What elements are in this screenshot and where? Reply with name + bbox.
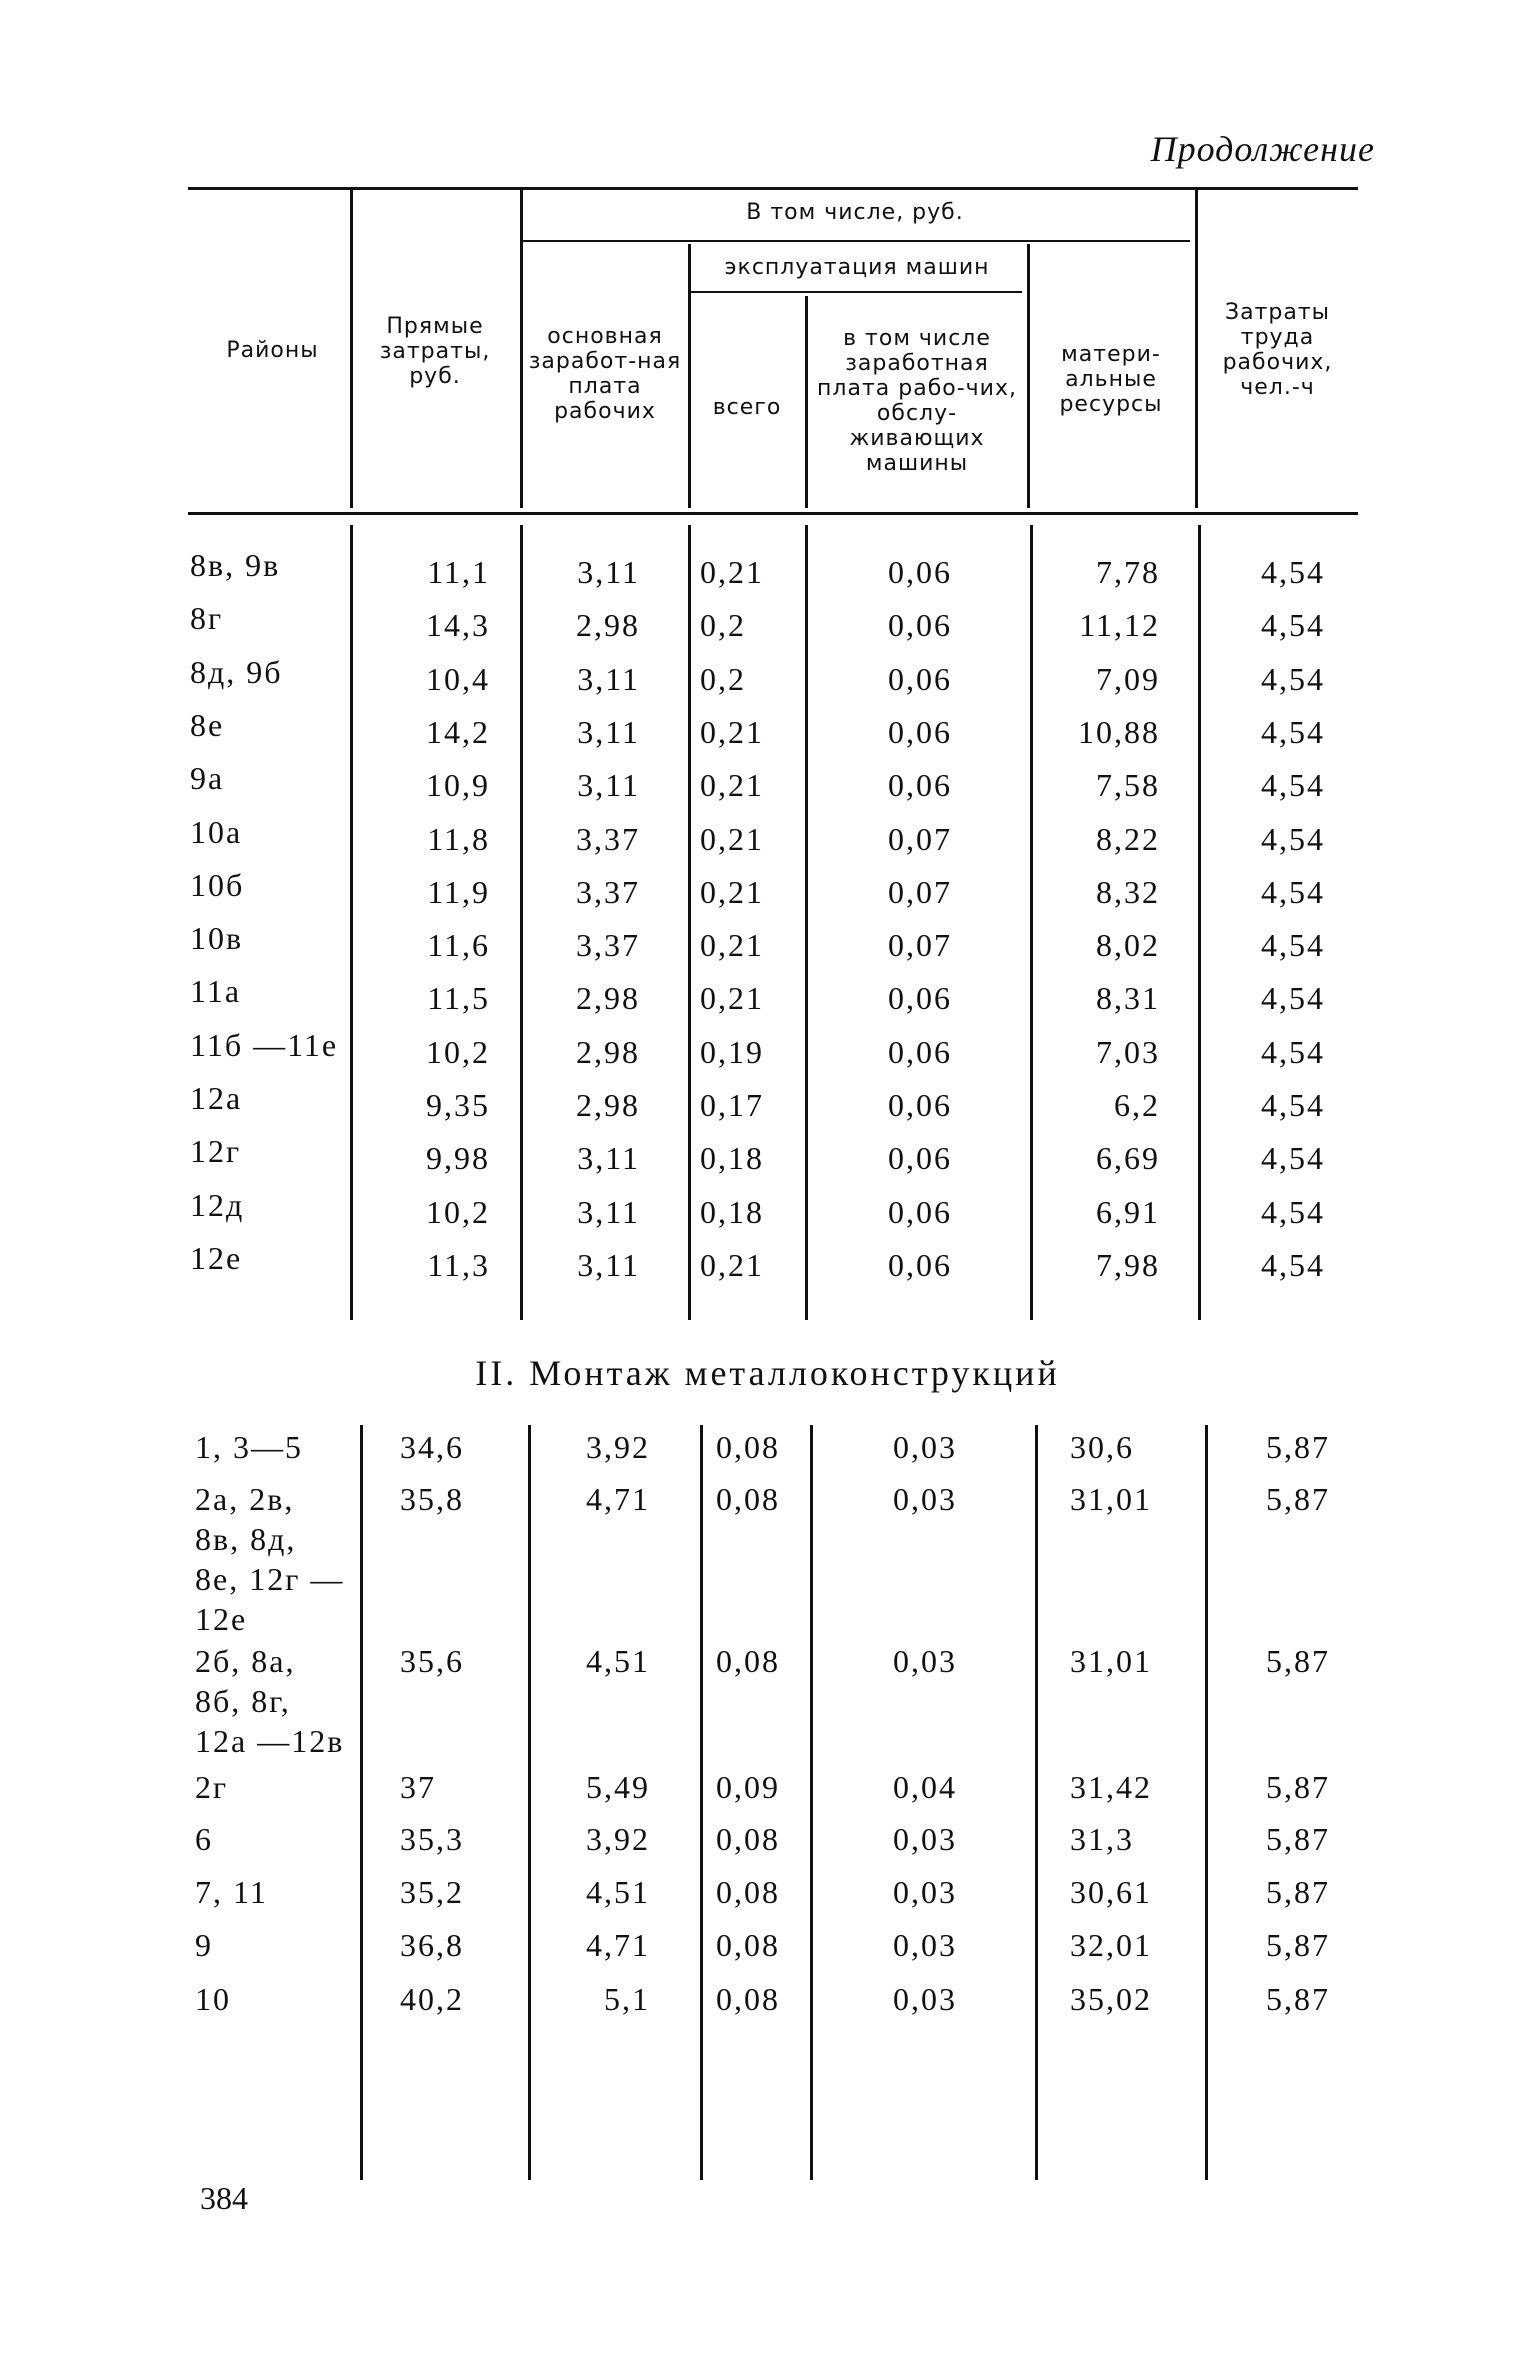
body-vline [810, 1425, 813, 2180]
header-materials: матери-альные ресурсы [1059, 342, 1163, 417]
cell-direct: 37 [400, 1769, 436, 1805]
cell-labor: 5,87 [1266, 1927, 1330, 1963]
cell-region: 10а [190, 813, 243, 850]
cell-labor: 4,54 [1261, 1087, 1325, 1123]
cell-region: 8д, 9б [190, 653, 283, 690]
cell-m_wage: 0,06 [888, 980, 952, 1017]
cell-direct: 14,3 [426, 607, 490, 644]
cell-m_total: 0,21 [700, 927, 764, 964]
cell-m_wage: 0,03 [893, 1481, 957, 1517]
cell-wage: 3,11 [577, 1140, 640, 1177]
cell-materials: 30,6 [1070, 1429, 1134, 1465]
cell-region: 8г [190, 600, 224, 637]
cell-direct: 10,9 [426, 767, 490, 804]
cell-wage: 3,11 [577, 767, 640, 804]
cell-m_wage: 0,03 [893, 1927, 957, 1963]
page-number: 384 [200, 2180, 248, 2216]
header-wage: основная заработ-ная плата рабочих [528, 324, 682, 424]
header-bottom-rule [188, 512, 1358, 515]
cell-m_total: 0,21 [700, 713, 764, 750]
cell-wage: 2,98 [576, 1033, 640, 1070]
header-vline [805, 296, 808, 508]
cell-wage: 3,11 [577, 660, 640, 697]
body-vline [520, 525, 523, 1320]
cell-direct: 35,8 [400, 1481, 464, 1517]
cell-materials: 6,91 [1096, 1193, 1160, 1230]
cell-direct: 34,6 [400, 1429, 464, 1465]
cell-direct: 11,1 [427, 554, 490, 590]
body-vline [528, 1425, 531, 2180]
cell-wage: 5,49 [586, 1769, 650, 1805]
cell-m_wage: 0,03 [893, 1643, 957, 1679]
cell-materials: 11,12 [1079, 607, 1160, 644]
cell-materials: 8,32 [1096, 873, 1160, 910]
body-vline [1198, 525, 1201, 1320]
cell-materials: 7,98 [1096, 1246, 1160, 1283]
cell-wage: 3,11 [577, 554, 640, 590]
cell-wage: 4,51 [586, 1874, 650, 1910]
cell-m_wage: 0,03 [893, 1429, 957, 1465]
cell-direct: 35,3 [400, 1821, 464, 1857]
cell-m_wage: 0,07 [888, 873, 952, 910]
cell-region: 9а [190, 760, 225, 797]
cell-region: 11б —11е [190, 1026, 339, 1063]
cell-m_total: 0,08 [716, 1429, 780, 1465]
cell-labor: 4,54 [1261, 767, 1325, 804]
cell-materials: 8,22 [1096, 820, 1160, 857]
cell-wage: 3,11 [577, 1246, 640, 1283]
cell-direct: 40,2 [400, 1981, 464, 2017]
cell-materials: 7,03 [1096, 1033, 1160, 1070]
cell-region: 2б, 8а, 8б, 8г, 12а —12в [195, 1643, 345, 1759]
cell-materials: 32,01 [1070, 1927, 1152, 1963]
header-direct-costs: Прямые затраты, руб. [379, 314, 491, 389]
cell-labor: 5,87 [1266, 1643, 1330, 1679]
cell-m_total: 0,21 [700, 554, 764, 590]
cell-labor: 5,87 [1266, 1481, 1330, 1517]
cell-region: 9 [195, 1927, 213, 1963]
cell-wage: 2,98 [576, 607, 640, 644]
cell-wage: 3,11 [577, 1193, 640, 1230]
cell-m_wage: 0,06 [888, 1193, 952, 1230]
section2-title: II. Монтаж металлоконструкций [475, 1353, 1060, 1393]
cell-materials: 6,2 [1114, 1087, 1160, 1123]
cell-region: 2а, 2в, 8в, 8д, 8е, 12г — 12е [195, 1481, 345, 1637]
cell-m_total: 0,08 [716, 1821, 780, 1857]
body-vline [1030, 525, 1033, 1320]
cell-m_wage: 0,06 [888, 713, 952, 750]
header-machines-total: всего [712, 395, 782, 420]
body-vline [805, 525, 808, 1320]
cell-region: 7, 11 [195, 1874, 268, 1910]
cell-region: 12д [190, 1186, 245, 1223]
cell-m_wage: 0,06 [888, 554, 952, 590]
cell-labor: 4,54 [1261, 1193, 1325, 1230]
header-machines-group: эксплуатация машин [724, 255, 990, 280]
cell-materials: 30,61 [1070, 1874, 1152, 1910]
cell-materials: 31,42 [1070, 1769, 1152, 1805]
cell-labor: 4,54 [1261, 980, 1325, 1017]
cell-labor: 4,54 [1261, 927, 1325, 964]
cell-region: 12г [190, 1133, 242, 1170]
group-machines-rule [690, 291, 1022, 293]
cell-materials: 6,69 [1096, 1140, 1160, 1177]
cell-m_wage: 0,03 [893, 1821, 957, 1857]
cell-wage: 4,71 [586, 1927, 650, 1963]
cell-labor: 5,87 [1266, 1981, 1330, 2017]
cell-region: 11а [190, 973, 242, 1010]
cell-direct: 36,8 [400, 1927, 464, 1963]
cell-m_wage: 0,03 [893, 1981, 957, 2017]
cell-direct: 35,6 [400, 1643, 464, 1679]
cell-m_total: 0,08 [716, 1481, 780, 1517]
cell-m_wage: 0,07 [888, 820, 952, 857]
cell-direct: 9,98 [426, 1140, 490, 1177]
cell-m_total: 0,17 [700, 1087, 764, 1123]
cell-labor: 4,54 [1261, 660, 1325, 697]
cell-direct: 35,2 [400, 1874, 464, 1910]
header-including-group: В том числе, руб. [746, 200, 964, 225]
cell-materials: 31,01 [1070, 1481, 1152, 1517]
cell-labor: 5,87 [1266, 1429, 1330, 1465]
table-top-rule [188, 187, 1358, 190]
cell-labor: 4,54 [1261, 607, 1325, 644]
cell-m_total: 0,19 [700, 1033, 764, 1070]
header-vline [688, 244, 691, 508]
cell-wage: 3,92 [586, 1429, 650, 1465]
cell-region: 12е [190, 1239, 243, 1276]
cell-wage: 2,98 [576, 980, 640, 1017]
cell-m_wage: 0,06 [888, 607, 952, 644]
cell-wage: 3,92 [586, 1821, 650, 1857]
cell-wage: 2,98 [576, 1087, 640, 1123]
cell-m_total: 0,2 [700, 660, 746, 697]
cell-m_total: 0,18 [700, 1193, 764, 1230]
cell-materials: 35,02 [1070, 1981, 1152, 2017]
body-vline [350, 525, 353, 1320]
cell-materials: 7,58 [1096, 767, 1160, 804]
cell-region: 2г [195, 1769, 229, 1805]
header-machines-wage: в том числе заработная плата рабо-чих, обслу-живающих машины [817, 326, 1017, 476]
cell-wage: 5,1 [604, 1981, 650, 2017]
cell-wage: 3,37 [576, 820, 640, 857]
cell-m_total: 0,21 [700, 873, 764, 910]
cell-labor: 4,54 [1261, 1140, 1325, 1177]
header-vline [520, 190, 523, 508]
cell-m_total: 0,21 [700, 820, 764, 857]
body-vline [1205, 1425, 1208, 2180]
cell-m_wage: 0,07 [888, 927, 952, 964]
cell-labor: 4,54 [1261, 820, 1325, 857]
cell-wage: 3,37 [576, 927, 640, 964]
group-including-rule [522, 240, 1190, 242]
cell-materials: 7,78 [1096, 554, 1160, 590]
header-vline [1195, 190, 1198, 508]
cell-wage: 3,11 [577, 713, 640, 750]
cell-m_wage: 0,06 [888, 1246, 952, 1283]
cell-materials: 31,3 [1070, 1821, 1134, 1857]
cell-labor: 5,87 [1266, 1769, 1330, 1805]
cell-m_wage: 0,06 [888, 767, 952, 804]
body-vline [1035, 1425, 1038, 2180]
cell-m_wage: 0,06 [888, 1140, 952, 1177]
body-vline [688, 525, 691, 1320]
cell-direct: 11,5 [427, 980, 490, 1017]
cell-region: 10б [190, 866, 245, 903]
cell-labor: 4,54 [1261, 713, 1325, 750]
cell-m_total: 0,21 [700, 980, 764, 1017]
cell-labor: 5,87 [1266, 1821, 1330, 1857]
cell-region: 8в, 9в [190, 547, 281, 583]
cell-materials: 8,31 [1096, 980, 1160, 1017]
cell-direct: 11,6 [427, 927, 490, 964]
cell-m_total: 0,09 [716, 1769, 780, 1805]
header-vline [350, 190, 353, 508]
cell-materials: 7,09 [1096, 660, 1160, 697]
cell-labor: 5,87 [1266, 1874, 1330, 1910]
cell-materials: 10,88 [1078, 713, 1160, 750]
cell-materials: 8,02 [1096, 927, 1160, 964]
cell-direct: 11,9 [427, 873, 490, 910]
cell-region: 10в [190, 920, 244, 957]
cell-m_total: 0,21 [700, 767, 764, 804]
cell-region: 1, 3—5 [195, 1429, 303, 1465]
body-vline [360, 1425, 363, 2180]
cell-m_total: 0,21 [700, 1246, 764, 1283]
cell-direct: 9,35 [426, 1087, 490, 1123]
cell-wage: 3,37 [576, 873, 640, 910]
cell-m_total: 0,08 [716, 1927, 780, 1963]
cell-m_wage: 0,06 [888, 1033, 952, 1070]
continuation-label: Продолжение [1150, 129, 1375, 169]
cell-region: 6 [195, 1821, 213, 1857]
cell-direct: 11,8 [427, 820, 490, 857]
cell-materials: 31,01 [1070, 1643, 1152, 1679]
cell-direct: 10,2 [426, 1033, 490, 1070]
cell-m_total: 0,18 [700, 1140, 764, 1177]
header-region: Районы [226, 338, 319, 363]
cell-labor: 4,54 [1261, 554, 1325, 590]
cell-m_total: 0,08 [716, 1981, 780, 2017]
header-labor: Затраты труда рабочих, чел.-ч [1222, 300, 1333, 400]
cell-region: 8е [190, 706, 225, 743]
cell-m_wage: 0,04 [893, 1769, 957, 1805]
cell-labor: 4,54 [1261, 873, 1325, 910]
cell-direct: 10,2 [426, 1193, 490, 1230]
cell-labor: 4,54 [1261, 1246, 1325, 1283]
cell-direct: 11,3 [427, 1246, 490, 1283]
cell-m_wage: 0,06 [888, 1087, 952, 1123]
cell-wage: 4,71 [586, 1481, 650, 1517]
cell-m_total: 0,2 [700, 607, 746, 644]
cell-labor: 4,54 [1261, 1033, 1325, 1070]
cell-wage: 4,51 [586, 1643, 650, 1679]
cell-direct: 10,4 [426, 660, 490, 697]
cell-m_total: 0,08 [716, 1874, 780, 1910]
cell-direct: 14,2 [426, 713, 490, 750]
cell-region: 10 [195, 1981, 231, 2017]
cell-m_total: 0,08 [716, 1643, 780, 1679]
cell-m_wage: 0,03 [893, 1874, 957, 1910]
body-vline [700, 1425, 703, 2180]
cell-m_wage: 0,06 [888, 660, 952, 697]
cell-region: 12а [190, 1080, 243, 1116]
